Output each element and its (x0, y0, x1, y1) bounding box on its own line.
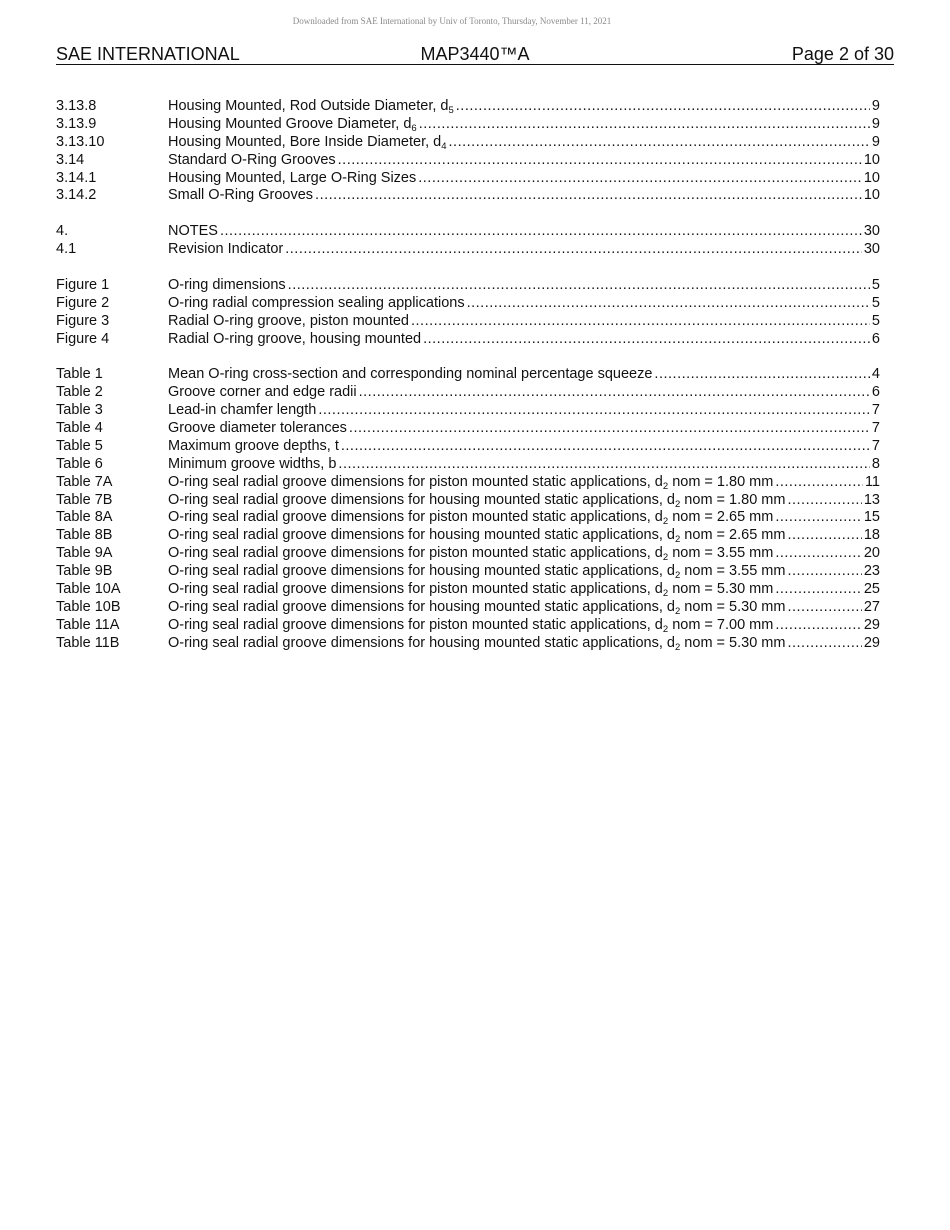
toc-entry-number: Table 11B (56, 634, 120, 651)
toc-entry-subscript: 2 (674, 498, 681, 510)
toc-entry-title-text: Groove corner and edge radii (168, 384, 357, 401)
toc-entry-title (168, 277, 286, 295)
toc-entry-number: Table 5 (56, 437, 103, 454)
download-watermark: Downloaded from SAE International by Univ of Toronto, Thursday, November 11, 2021 (292, 16, 612, 26)
toc-entry[interactable] (56, 545, 880, 563)
toc-entry-title (168, 170, 416, 188)
toc-entry-number: Table 10B (56, 598, 121, 615)
dot-leader (220, 223, 862, 241)
toc-entry-title-text: O-ring seal radial groove dimensions for piston mounted static applications, d (168, 545, 663, 562)
toc-entry-title (168, 241, 283, 259)
toc-entry-title-text: Revision Indicator (168, 241, 284, 258)
header-page-label: Page 2 of 30 (791, 44, 894, 64)
toc-entry-number: 4.1 (56, 241, 77, 258)
toc-entry-title (168, 492, 785, 510)
toc-entry[interactable] (56, 474, 880, 492)
dot-leader (775, 617, 862, 635)
toc-entry[interactable] (56, 170, 880, 188)
toc-entry-number: Table 1 (56, 366, 103, 383)
toc-entry-subscript: 2 (662, 516, 669, 528)
toc-entry-page: 10 (863, 169, 880, 186)
toc-entry-title-text: O-ring seal radial groove dimensions for piston mounted static applications, d (168, 616, 663, 633)
toc-entry-page: 27 (863, 598, 880, 615)
toc-entry-page: 30 (863, 223, 880, 240)
toc-entry-title-text: Mean O-ring cross-section and corresponding nominal percentage squeeze (168, 366, 653, 383)
dot-leader (419, 116, 870, 134)
toc-entry-title-text: O-ring seal radial groove dimensions for housing mounted static applications, d (168, 598, 675, 615)
toc-entry[interactable] (56, 134, 880, 152)
toc-entry-page: 8 (871, 455, 880, 472)
dot-leader (288, 277, 870, 295)
toc-entry-page: 9 (871, 115, 880, 132)
toc-entry[interactable] (56, 420, 880, 438)
page-header (56, 44, 894, 65)
toc-entry-page: 10 (863, 151, 880, 168)
toc-entry-page: 5 (871, 312, 880, 329)
toc-entry-title-text: O-ring radial compression sealing applications (168, 294, 465, 311)
toc-entry[interactable] (56, 599, 880, 617)
dot-leader (787, 492, 861, 510)
toc-entry-number: Table 7B (56, 491, 113, 508)
toc-entry-title-text: O-ring seal radial groove dimensions for piston mounted static applications, d (168, 473, 663, 490)
toc-entry-title-text: O-ring seal radial groove dimensions for housing mounted static applications, d (168, 634, 675, 651)
toc-entry-title-text: Lead-in chamfer length (168, 402, 317, 419)
toc-entry-title (168, 331, 421, 349)
toc-entry-subscript: 4 (441, 140, 447, 152)
toc-entry[interactable] (56, 187, 880, 205)
toc-entry-title (168, 527, 785, 545)
dot-leader (787, 563, 861, 581)
toc-entry-title (168, 187, 313, 205)
toc-entry-subscript: 2 (674, 641, 681, 653)
toc-entry-title-text: Housing Mounted, Rod Outside Diameter, d (168, 98, 449, 114)
dot-leader (338, 456, 870, 474)
toc-entry-title-text: O-ring seal radial groove dimensions for housing mounted static applications, d (168, 491, 675, 508)
toc-entry-page: 25 (863, 581, 880, 598)
toc-entry-page: 11 (864, 473, 880, 490)
toc-entry-title (168, 152, 336, 170)
toc-entry-title-text: Small O-Ring Grooves (168, 187, 314, 204)
toc-group (56, 366, 880, 652)
toc-entry-page: 18 (863, 527, 880, 544)
toc-entry-title (168, 617, 773, 635)
toc-entry-title (168, 509, 773, 527)
dot-leader (338, 152, 862, 170)
toc-entry-title-tail: nom = 7.00 mm (668, 616, 774, 633)
dot-leader (285, 241, 862, 259)
table-of-contents (56, 98, 880, 653)
toc-entry-page: 7 (871, 437, 880, 454)
toc-entry-page: 7 (871, 420, 880, 437)
toc-entry-title (168, 384, 357, 402)
toc-entry-title (168, 581, 773, 599)
toc-entry-title-text: Groove diameter tolerances (168, 420, 347, 437)
toc-entry-title-tail: nom = 5.30 mm (668, 581, 774, 598)
toc-group (56, 277, 880, 349)
dot-leader (341, 438, 870, 456)
dot-leader (456, 98, 870, 116)
toc-entry-title-tail: nom = 3.55 mm (680, 563, 786, 580)
toc-entry-page: 6 (871, 384, 880, 401)
toc-entry-number: Figure 2 (56, 294, 110, 311)
dot-leader (775, 509, 862, 527)
toc-entry-title (168, 402, 316, 420)
toc-entry-title (168, 438, 339, 456)
toc-entry[interactable] (56, 635, 880, 653)
toc-entry-title-text: O-ring seal radial groove dimensions for housing mounted static applications, d (168, 563, 675, 580)
toc-entry-title-text: Housing Mounted, Large O-Ring Sizes (168, 169, 417, 186)
toc-entry-title (168, 420, 347, 438)
toc-entry-title-text: Housing Mounted, Bore Inside Diameter, d (168, 133, 442, 150)
toc-entry-subscript: 2 (662, 623, 669, 635)
toc-entry[interactable] (56, 438, 880, 456)
toc-entry-number: Figure 3 (56, 312, 110, 329)
toc-entry-title-tail: nom = 3.55 mm (668, 545, 774, 562)
toc-entry-title-text: NOTES (168, 223, 218, 240)
toc-entry[interactable] (56, 509, 880, 527)
dot-leader (423, 331, 870, 349)
dot-leader (411, 313, 870, 331)
toc-entry-page: 5 (871, 294, 880, 311)
toc-entry[interactable] (56, 295, 880, 313)
toc-entry-subscript: 2 (662, 480, 669, 492)
toc-entry[interactable] (56, 617, 880, 635)
toc-entry-page: 4 (871, 366, 880, 383)
toc-entry[interactable] (56, 223, 880, 241)
toc-entry-subscript: 2 (662, 588, 669, 599)
toc-entry[interactable] (56, 402, 880, 420)
toc-entry-title (168, 563, 785, 581)
toc-entry-title-text: O-ring seal radial groove dimensions for piston mounted static applications, d (168, 581, 663, 598)
toc-entry-title-text: Standard O-Ring Grooves (168, 151, 336, 168)
toc-entry-title (168, 599, 785, 617)
toc-entry[interactable] (56, 563, 880, 581)
header-org: SAE INTERNATIONAL (56, 44, 240, 64)
toc-entry-page: 10 (863, 187, 880, 204)
dot-leader (349, 420, 870, 438)
toc-entry[interactable] (56, 241, 880, 259)
toc-entry-title-text: Radial O-ring groove, piston mounted (168, 312, 409, 329)
toc-entry-title (168, 474, 773, 492)
toc-entry-title-text: Minimum groove widths, b (168, 455, 337, 472)
toc-entry-title (168, 223, 218, 241)
toc-entry-page: 9 (871, 133, 880, 150)
toc-entry-title (168, 116, 417, 134)
toc-entry[interactable] (56, 98, 880, 116)
toc-entry-page: 7 (871, 402, 880, 419)
toc-entry-page: 29 (863, 616, 880, 633)
toc-entry-subscript: 6 (411, 122, 417, 134)
toc-entry-subscript: 5 (448, 105, 454, 116)
toc-group (56, 98, 880, 205)
toc-entry-number: Table 10A (56, 581, 121, 598)
dot-leader (315, 187, 862, 205)
toc-entry-page: 9 (871, 98, 880, 114)
toc-entry-number: Table 8B (56, 527, 113, 544)
toc-entry-subscript: 2 (674, 605, 681, 617)
toc-group (56, 223, 880, 259)
dot-leader (787, 635, 861, 653)
toc-entry-page: 5 (871, 276, 880, 293)
dot-leader (654, 366, 870, 384)
dot-leader (775, 581, 862, 599)
toc-entry-subscript: 2 (674, 570, 681, 582)
toc-entry-number: Figure 1 (56, 276, 110, 293)
toc-entry-title-text: Radial O-ring groove, housing mounted (168, 330, 422, 347)
toc-entry-number: Table 6 (56, 455, 103, 472)
toc-entry-number: 3.13.10 (56, 133, 105, 150)
toc-entry-page: 13 (863, 491, 880, 508)
toc-entry[interactable] (56, 313, 880, 331)
toc-entry-title (168, 313, 409, 331)
dot-leader (467, 295, 870, 313)
dot-leader (775, 474, 863, 492)
dot-leader (775, 545, 862, 563)
toc-entry-title-text: O-ring dimensions (168, 276, 286, 293)
dot-leader (318, 402, 870, 420)
toc-entry-title-tail: nom = 1.80 mm (680, 491, 786, 508)
toc-entry-number: 3.14.1 (56, 169, 97, 186)
toc-entry-title (168, 635, 785, 653)
toc-entry[interactable] (56, 527, 880, 545)
toc-entry-title-text: Housing Mounted Groove Diameter, d (168, 115, 412, 132)
toc-entry-title-tail: nom = 5.30 mm (680, 634, 786, 651)
toc-entry-title-text: O-ring seal radial groove dimensions for housing mounted static applications, d (168, 527, 675, 544)
dot-leader (449, 134, 870, 152)
toc-entry-number: Table 3 (56, 402, 103, 419)
toc-entry[interactable] (56, 581, 880, 599)
toc-entry[interactable] (56, 116, 880, 134)
toc-entry-title (168, 98, 454, 116)
toc-entry[interactable] (56, 456, 880, 474)
toc-entry[interactable] (56, 152, 880, 170)
toc-entry-number: Table 8A (56, 509, 113, 526)
toc-entry-title-tail: nom = 2.65 mm (680, 527, 786, 544)
toc-entry-title (168, 366, 652, 384)
toc-entry-number: 4. (56, 223, 69, 240)
toc-entry-number: 3.13.8 (56, 98, 97, 114)
dot-leader (359, 384, 870, 402)
toc-entry-number: Table 4 (56, 420, 103, 437)
toc-entry-title-tail: nom = 2.65 mm (668, 509, 774, 526)
toc-entry-title-tail: nom = 1.80 mm (668, 473, 774, 490)
toc-entry-page: 29 (863, 634, 880, 651)
toc-entry-subscript: 2 (662, 552, 669, 564)
toc-entry[interactable] (56, 366, 880, 384)
toc-entry-number: Table 2 (56, 384, 103, 401)
toc-entry-title (168, 545, 773, 563)
toc-entry-page: 6 (871, 330, 880, 347)
toc-entry[interactable] (56, 384, 880, 402)
toc-entry-number: Table 9B (56, 563, 113, 580)
header-doc-id: MAP3440™A (420, 44, 530, 64)
toc-entry-title (168, 134, 447, 152)
toc-entry-title-tail: nom = 5.30 mm (680, 598, 786, 615)
toc-entry-title-text: O-ring seal radial groove dimensions for piston mounted static applications, d (168, 509, 663, 526)
toc-entry-page: 15 (863, 509, 880, 526)
toc-entry-page: 23 (863, 563, 880, 580)
dot-leader (787, 599, 861, 617)
dot-leader (787, 527, 861, 545)
dot-leader (418, 170, 862, 188)
toc-entry-page: 20 (863, 545, 880, 562)
toc-entry-subscript: 2 (674, 534, 681, 546)
toc-entry-page: 30 (863, 241, 880, 258)
toc-entry-number: 3.14 (56, 151, 85, 168)
toc-entry-number: Table 9A (56, 545, 113, 562)
toc-entry-number: Table 7A (56, 473, 113, 490)
toc-entry[interactable] (56, 492, 880, 510)
toc-entry[interactable] (56, 331, 880, 349)
toc-entry-number: 3.13.9 (56, 115, 97, 132)
toc-entry-title-text: Maximum groove depths, t (168, 437, 339, 454)
toc-entry-title (168, 456, 336, 474)
toc-entry-number: 3.14.2 (56, 187, 97, 204)
toc-entry-number: Table 11A (56, 616, 120, 633)
toc-entry-title (168, 295, 465, 313)
toc-entry-number: Figure 4 (56, 330, 110, 347)
toc-entry[interactable] (56, 277, 880, 295)
